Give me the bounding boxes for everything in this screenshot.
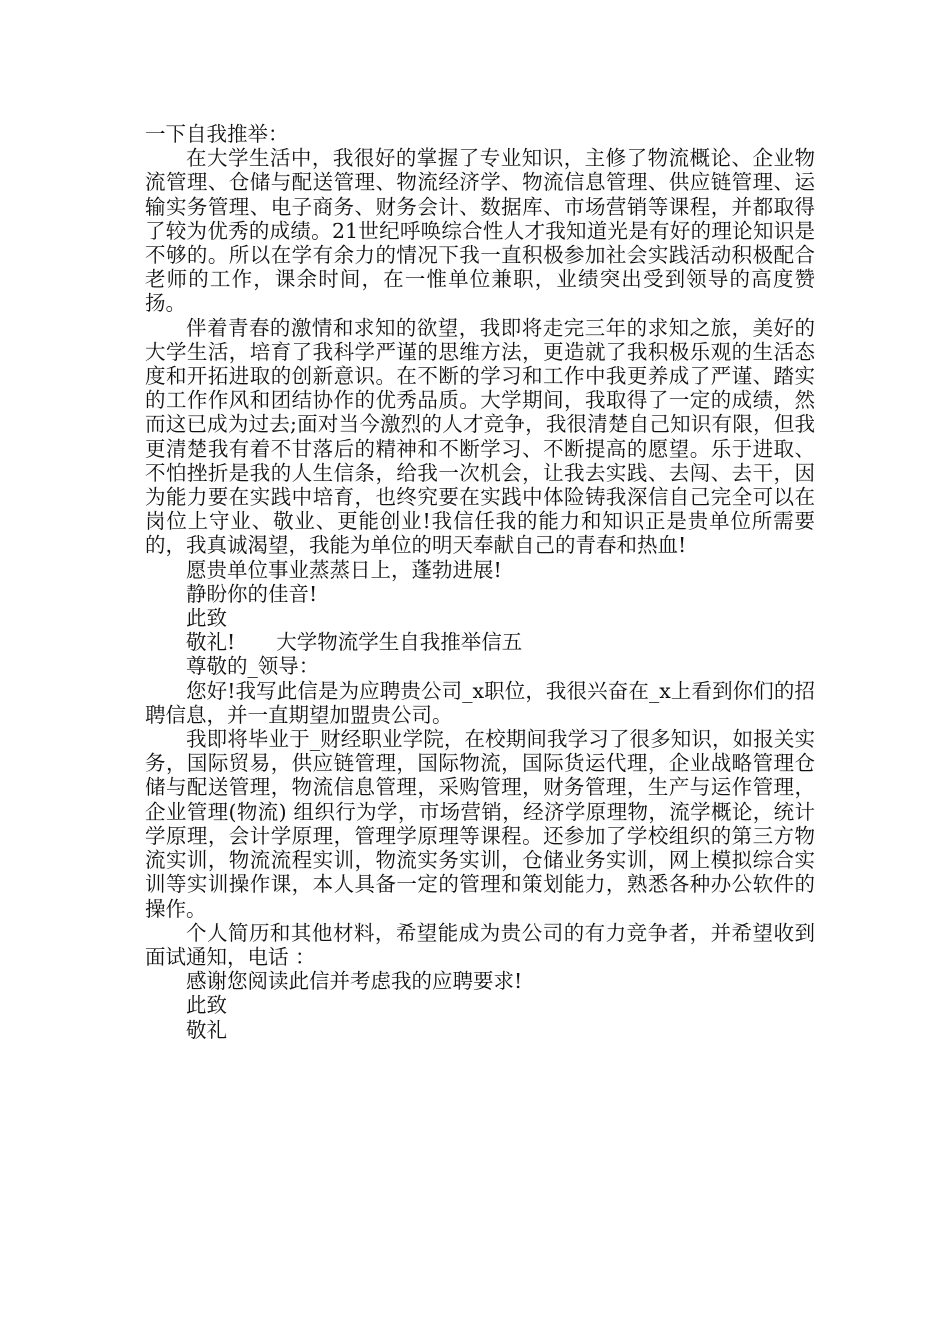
paragraph-application: 您好!我写此信是为应聘贵公司_x职位，我很兴奋在_x上看到你们的招聘信息，并一直期望加盟贵公司。 — [145, 678, 815, 727]
paragraph-wish: 愿贵单位事业蒸蒸日上，蓬勃进展! — [186, 557, 502, 582]
closing-salutation-1: 此致 — [186, 606, 227, 631]
paragraph-education: 我即将毕业于_财经职业学院，在校期间我学习了很多知识，如报关实务，国际贸易，供应链管理，国际物流，国际货运代理，企业战略管理仓储与配送管理，物流信息管理，采购管理，财务管理，生产与运作管理，企业管理(物流) 组织行为学，市场营销，经济学原理物，流学概论，统计学原理，会计学原理，管理学原理等课程。还参加了学校组织的第三方物流实训，物流流程实训，物流实务实训，仓储业务实训，网上模拟综合实训等实训操作课，本人具备一定的管理和策划能力，熟悉各种办公软件的操作。 — [145, 727, 815, 921]
closing-regards-and-heading — [145, 630, 815, 654]
letter-body — [145, 122, 815, 1042]
paragraph-aspiration: 伴着青春的激情和求知的欲望，我即将走完三年的求知之旅，美好的大学生活，培育了我科学严谨的思维方法，更造就了我积极乐观的生活态度和开拓进取的创新意识。在不断的学习和工作中我更养成了严谨、踏实的工作作风和团结协作的优秀品质。大学期间，我取得了一定的成绩，然而这已成为过去;面对当今激烈的人才竞争，我很清楚自己知识有限，但我更清楚我有着不甘落后的精神和不断学习、不断提高的愿望。乐于进取、不怕挫折是我的人生信条，给我一次机会，让我去实践、去闯、去干，因为能力要在实践中培育，也终究要在实践中体险铸我深信自己完全可以在岗位上守业、敬业、更能创业!我信任我的能力和知识正是贵单位所需要的，我真诚渴望，我能为单位的明天奉献自己的青春和热血! — [145, 315, 815, 558]
paragraph-study: 在大学生活中，我很好的掌握了专业知识，主修了物流概论、企业物流管理、仓储与配送管理、物流经济学、物流信息管理、供应链管理、运输实务管理、电子商务、财务会计、数据库、市场营销等课程，并都取得了较为优秀的成绩。21世纪呼唤综合性人才我知道光是有好的理论知识是不够的。所以在学有余力的情况下我一直积极参加社会实践活动积极配合老师的工作，课余时间，在一惟单位兼职，业绩突出受到领导的高度赞扬。 — [145, 146, 815, 316]
closing-regards-1: 敬礼! — [186, 630, 236, 655]
paragraph-contact: 个人简历和其他材料，希望能成为贵公司的有力竞争者，并希望收到面试通知，电话 ： — [145, 920, 815, 969]
paragraph-await-reply: 静盼你的佳音! — [186, 581, 318, 606]
letter-greeting: 尊敬的_领导： — [186, 654, 320, 679]
closing-salutation-2: 此致 — [186, 993, 227, 1018]
closing-regards-2: 敬礼 — [186, 1017, 227, 1042]
letter-five-heading: 大学物流学生自我推举信五 — [276, 630, 523, 655]
paragraph-thanks: 感谢您阅读此信并考虑我的应聘要求! — [186, 969, 523, 994]
paragraph-intro-line: 一下自我推举： — [145, 122, 289, 146]
